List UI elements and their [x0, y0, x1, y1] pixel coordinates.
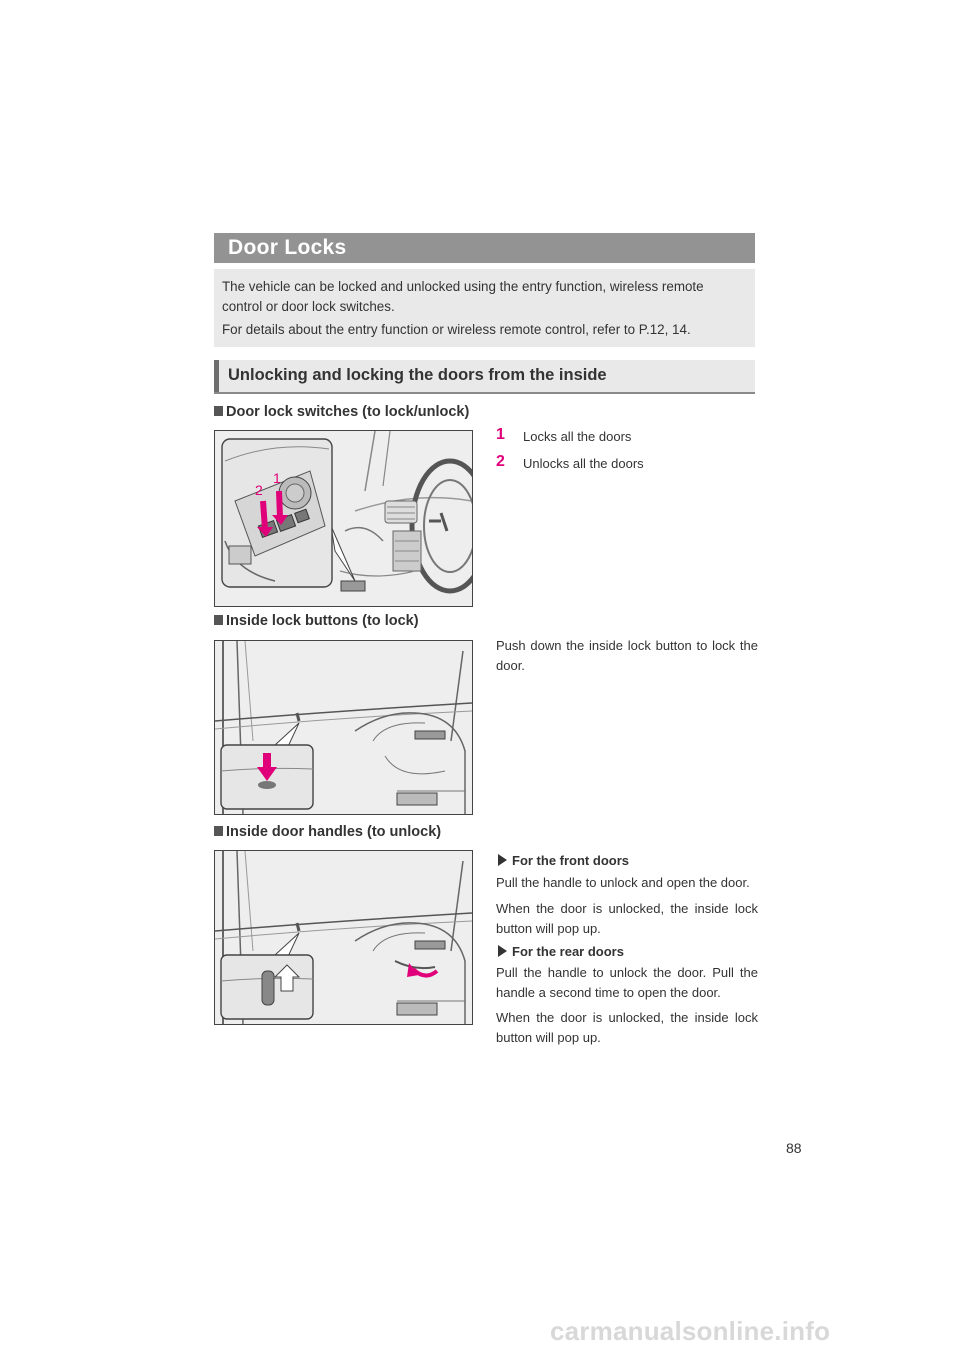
heading-text: Door lock switches (to lock/unlock)	[226, 404, 470, 420]
square-bullet-icon	[214, 615, 223, 625]
front-doors-label	[494, 853, 629, 868]
square-bullet-icon	[214, 406, 223, 416]
rear-doors-text: Pull the handle to unlock the door. Pull the handle a second time to open the door.	[496, 965, 758, 1000]
callout-2: 2	[255, 482, 263, 498]
heading-door-lock-switches	[214, 404, 469, 420]
front-doors-note: When the door is unlocked, the inside lock button will pop up.	[496, 901, 758, 936]
rear-doors-label	[494, 944, 624, 959]
heading-text: Inside lock buttons (to lock)	[226, 613, 419, 629]
item-number: 1	[496, 426, 505, 443]
callout-1: 1	[273, 470, 281, 486]
subsection-title-bar	[214, 360, 755, 394]
inside-lock-text: Push down the inside lock button to lock the door.	[496, 638, 758, 673]
item-number: 2	[496, 453, 505, 470]
square-bullet-icon	[214, 826, 223, 836]
item-text: Locks all the doors	[523, 429, 632, 444]
item-text: Unlocks all the doors	[523, 456, 644, 471]
intro-paragraph-1: The vehicle can be locked and unlocked using the entry function, wireless remote control or door lock switches.	[222, 279, 704, 314]
heading-inside-lock-buttons	[214, 613, 419, 629]
front-doors-label-text: For the front doors	[512, 853, 629, 868]
figure-door-lock-switches	[214, 430, 473, 607]
section-title: Door Locks	[228, 236, 347, 259]
subsection-accent	[214, 360, 219, 392]
intro-box	[214, 269, 755, 347]
list-item	[496, 452, 644, 472]
figure-inside-door-handle	[214, 850, 473, 1025]
front-doors-text: Pull the handle to unlock and open the door.	[496, 875, 750, 890]
footer-watermark[interactable]: carmanualsonline.info	[550, 1316, 831, 1346]
page-number: 88	[786, 1140, 802, 1156]
triangle-bullet-icon	[498, 945, 507, 957]
intro-paragraph-2: For details about the entry function or wireless remote control, refer to P.12, 14.	[222, 322, 691, 337]
triangle-bullet-icon	[498, 854, 507, 866]
figure-inside-lock-button	[214, 640, 473, 815]
section-title-bar	[214, 233, 755, 263]
list-item	[496, 425, 632, 445]
rear-doors-label-text: For the rear doors	[512, 944, 624, 959]
rear-doors-note: When the door is unlocked, the inside lock button will pop up.	[496, 1010, 758, 1045]
heading-inside-door-handles	[214, 824, 441, 840]
subsection-title: Unlocking and locking the doors from the inside	[228, 366, 607, 384]
heading-text: Inside door handles (to unlock)	[226, 824, 442, 840]
